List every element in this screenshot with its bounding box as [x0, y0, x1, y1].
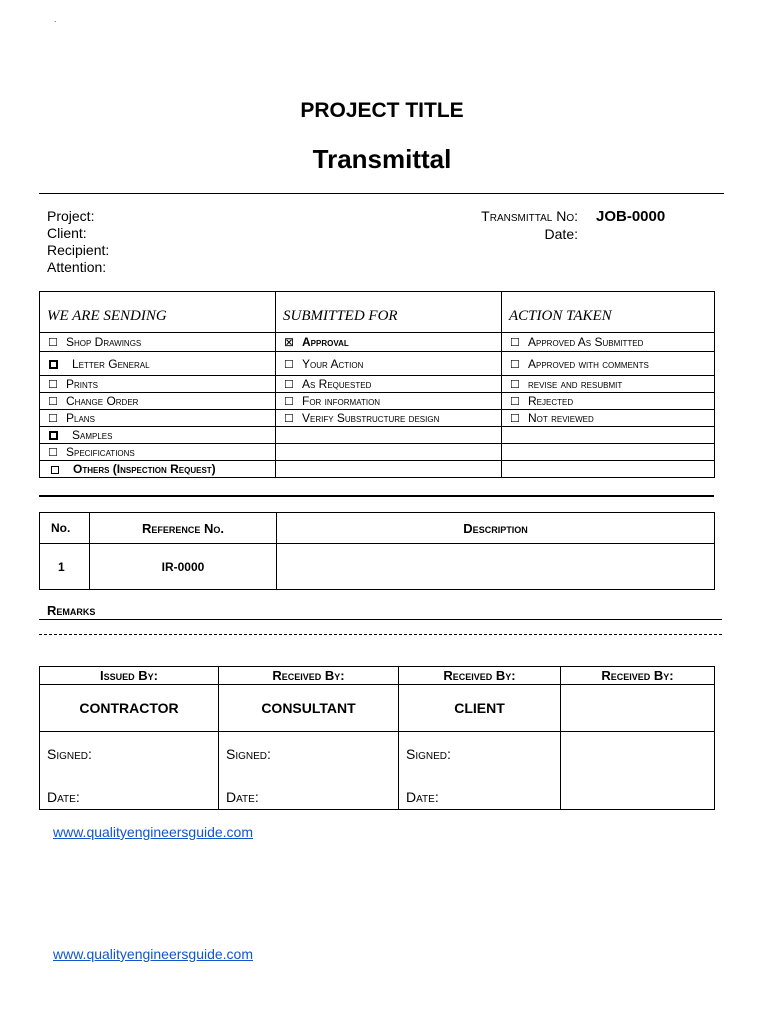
header-we-are-sending: WE ARE SENDING	[40, 292, 276, 333]
transmittal-no-value: JOB-0000	[596, 208, 666, 225]
received-by-header: Received By:	[399, 667, 561, 685]
checkbox-icon[interactable]: ☐	[510, 379, 520, 391]
checkbox-icon[interactable]: ☐	[510, 358, 520, 371]
sending-item[interactable]: ☐ Specifications	[40, 444, 276, 461]
section-divider	[39, 495, 714, 497]
transmittal-checklist-table	[39, 291, 715, 478]
checkbox-icon[interactable]: ☐	[48, 379, 58, 391]
submitted-item[interactable]: ☐ Your Action	[276, 352, 502, 376]
sending-item[interactable]: Letter General	[40, 352, 276, 376]
signature-cell[interactable]	[40, 732, 219, 810]
dashed-divider	[39, 634, 722, 635]
header-submitted-for: SUBMITTED FOR	[276, 292, 502, 333]
date-label: Date:	[544, 226, 578, 242]
checkbox-icon[interactable]: ☐	[48, 447, 58, 459]
sending-item[interactable]: Samples	[40, 427, 276, 444]
col-header-no: No.	[40, 513, 90, 544]
checkbox-icon[interactable]	[49, 431, 58, 440]
checkbox-icon[interactable]: ☐	[48, 337, 58, 349]
checkbox-icon[interactable]	[49, 360, 58, 369]
action-item[interactable]: ☐ revise and resubmit	[502, 376, 715, 393]
checkbox-icon[interactable]: ☐	[48, 413, 58, 425]
recipient-label: Recipient:	[47, 242, 110, 258]
signed-label: Signed:	[47, 746, 92, 762]
checkbox-icon[interactable]: ☐	[284, 413, 294, 425]
items-table	[39, 512, 715, 590]
checkbox-icon[interactable]	[51, 466, 59, 474]
top-divider	[39, 193, 724, 194]
signature-cell[interactable]	[219, 732, 399, 810]
checkbox-icon[interactable]: ☐	[48, 396, 58, 408]
checkbox-icon[interactable]: ☐	[284, 396, 294, 408]
sending-item[interactable]: Others (Inspection Request)	[40, 461, 276, 478]
sending-item[interactable]: ☐ Prints	[40, 376, 276, 393]
table-row	[40, 544, 715, 590]
action-item[interactable]: ☐ Approved As Submitted	[502, 333, 715, 352]
project-label: Project:	[47, 208, 95, 224]
empty-cell	[502, 427, 715, 444]
date-label: Date:	[226, 789, 259, 805]
action-item[interactable]: ☐ Not reviewed	[502, 410, 715, 427]
sending-item[interactable]: ☐ Shop Drawings	[40, 333, 276, 352]
signature-cell-empty[interactable]	[561, 732, 715, 810]
date-label: Date:	[47, 789, 80, 805]
received-by-header: Received By:	[219, 667, 399, 685]
header-mark: .	[54, 14, 57, 24]
col-header-description: Description	[277, 513, 715, 544]
transmittal-no-label: Transmittal No:	[481, 208, 578, 224]
party-client: CLIENT	[399, 685, 561, 732]
attention-label: Attention:	[47, 259, 107, 275]
row-description[interactable]	[277, 544, 715, 590]
submitted-item[interactable]: ☐ For information	[276, 393, 502, 410]
checkbox-icon[interactable]: ☐	[510, 413, 520, 425]
checkbox-icon[interactable]: ☐	[284, 358, 294, 371]
col-header-reference: Reference No.	[90, 513, 277, 544]
info-labels	[47, 208, 109, 276]
party-empty	[561, 685, 715, 732]
checkbox-icon[interactable]: ☐	[510, 337, 520, 349]
project-title: PROJECT TITLE	[300, 99, 464, 122]
client-label: Client:	[47, 225, 87, 241]
empty-cell	[276, 444, 502, 461]
website-link[interactable]: www.qualityengineersguide.com	[53, 946, 253, 962]
sending-item[interactable]: ☐ Plans	[40, 410, 276, 427]
remarks-label: Remarks	[47, 603, 96, 618]
checkbox-icon[interactable]: ☐	[510, 396, 520, 408]
submitted-item[interactable]: ⊠ Approval	[276, 333, 502, 352]
submitted-item[interactable]: ☐ As Requested	[276, 376, 502, 393]
empty-cell	[502, 461, 715, 478]
header-action-taken: ACTION TAKEN	[502, 292, 715, 333]
row-reference: IR-0000	[90, 544, 277, 590]
checked-checkbox-icon[interactable]: ⊠	[284, 335, 295, 349]
party-contractor: CONTRACTOR	[40, 685, 219, 732]
website-link[interactable]: www.qualityengineersguide.com	[53, 824, 253, 840]
action-item[interactable]: ☐ Approved with comments	[502, 352, 715, 376]
document-title: Transmittal	[312, 144, 452, 174]
sending-item[interactable]: ☐ Change Order	[40, 393, 276, 410]
empty-cell	[502, 444, 715, 461]
signed-label: Signed:	[226, 746, 271, 762]
remarks-line	[39, 619, 722, 620]
received-by-header: Received By:	[561, 667, 715, 685]
issued-by-header: Issued By:	[40, 667, 219, 685]
party-consultant: CONSULTANT	[219, 685, 399, 732]
checkbox-icon[interactable]: ☐	[284, 379, 294, 391]
row-no: 1	[40, 544, 90, 590]
signed-label: Signed:	[406, 746, 451, 762]
signature-table	[39, 666, 715, 810]
signature-cell[interactable]	[399, 732, 561, 810]
empty-cell	[276, 427, 502, 444]
date-label: Date:	[406, 789, 439, 805]
empty-cell	[276, 461, 502, 478]
action-item[interactable]: ☐ Rejected	[502, 393, 715, 410]
submitted-item[interactable]: ☐ Verify Substructure design	[276, 410, 502, 427]
